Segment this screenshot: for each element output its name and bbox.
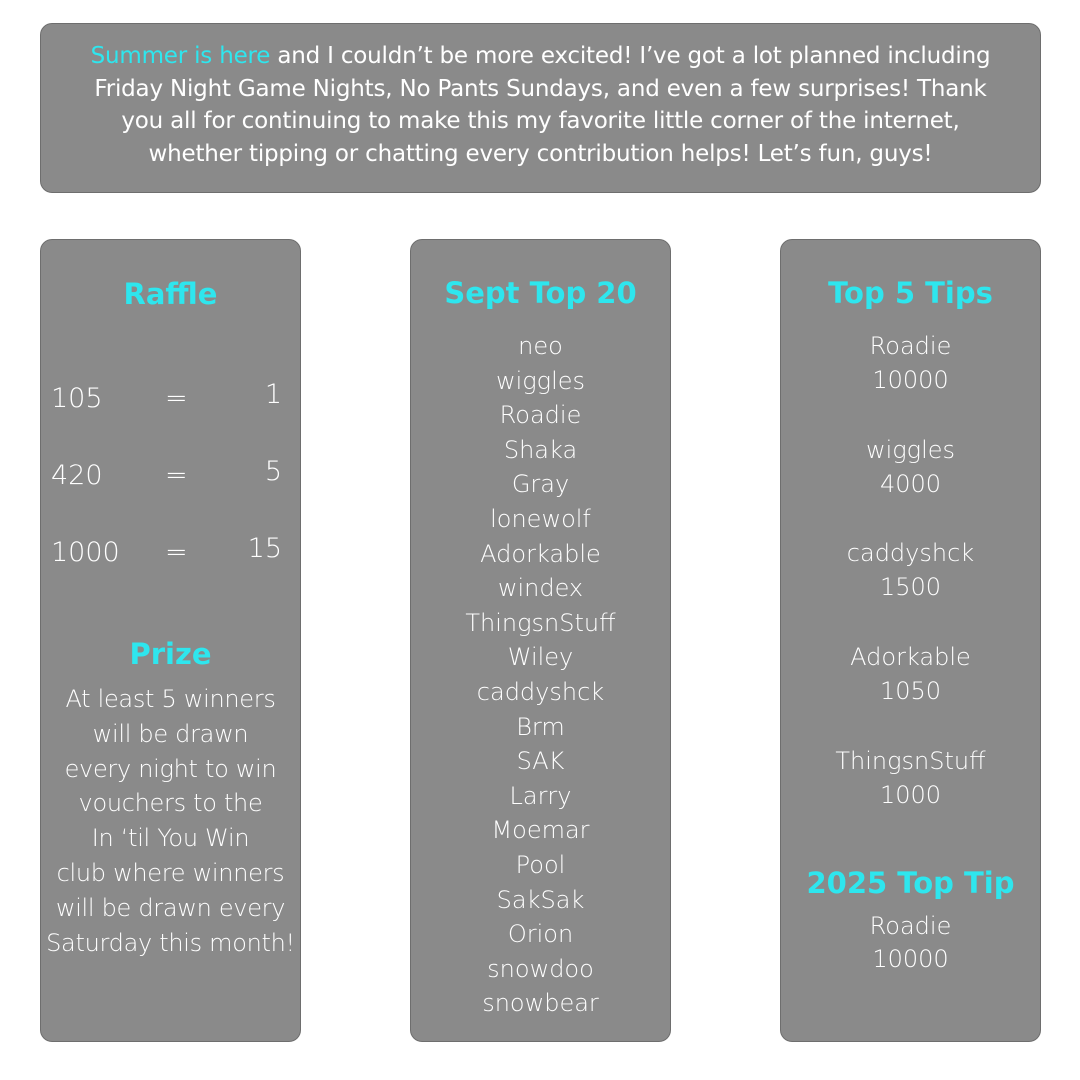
raffle-tickets: 1 bbox=[264, 379, 282, 410]
tip-amount: 10000 bbox=[872, 945, 949, 973]
prize-line: At least 5 winners bbox=[65, 685, 276, 713]
list-item: Gray bbox=[511, 470, 570, 499]
year-top-tip bbox=[781, 910, 1040, 976]
prize-line: vouchers to the bbox=[78, 789, 263, 818]
list-item: snowdoo bbox=[487, 954, 594, 983]
list-item: Roadie bbox=[499, 401, 582, 430]
list-item: Moemar bbox=[491, 816, 590, 845]
prize-line: Saturday this month! bbox=[46, 928, 295, 957]
list-item: snowbear bbox=[482, 989, 599, 1018]
tips-panel bbox=[780, 239, 1041, 1042]
raffle-row bbox=[41, 379, 300, 419]
tip-amount: 10000 bbox=[872, 366, 949, 394]
raffle-equals: = bbox=[165, 537, 188, 568]
top20-panel bbox=[410, 239, 671, 1042]
tipper-name: Roadie bbox=[869, 332, 952, 360]
tip-entry bbox=[781, 640, 1040, 744]
list-item: wiggles bbox=[495, 366, 586, 395]
intro-highlight: Summer is here bbox=[90, 43, 271, 69]
tip-entry bbox=[781, 536, 1040, 640]
tipper-name: ThingsnStuff bbox=[835, 746, 986, 775]
prize-line: every night to win bbox=[64, 754, 277, 783]
raffle-cost: 420 bbox=[51, 460, 103, 491]
tip-entry bbox=[781, 744, 1040, 848]
list-item: windex bbox=[497, 574, 584, 603]
list-item: Orion bbox=[507, 920, 574, 949]
raffle-tickets: 15 bbox=[247, 533, 282, 564]
list-item: SAK bbox=[516, 747, 565, 776]
prize-description bbox=[41, 682, 300, 960]
prize-line: will be drawn bbox=[92, 719, 249, 748]
tip-entry bbox=[781, 433, 1040, 537]
tipper-name: wiggles bbox=[865, 435, 956, 464]
list-item: Brm bbox=[516, 712, 565, 741]
tip-amount: 1050 bbox=[879, 677, 942, 706]
top20-list bbox=[411, 329, 670, 1021]
list-item: SakSak bbox=[496, 885, 585, 914]
raffle-row bbox=[41, 456, 300, 496]
list-item: ThingsnStuff bbox=[465, 608, 616, 637]
tip-amount: 4000 bbox=[879, 469, 942, 498]
list-item: Wiley bbox=[507, 643, 574, 672]
list-item: Adorkable bbox=[480, 539, 601, 568]
tips-list bbox=[781, 329, 1040, 847]
list-item: Larry bbox=[509, 781, 572, 810]
year-top-tip-title: 2025 Top Tip bbox=[806, 866, 1015, 900]
tips-title: Top 5 Tips bbox=[828, 276, 993, 310]
list-item: Pool bbox=[515, 850, 566, 879]
list-item: neo bbox=[518, 332, 563, 360]
tipper-name: caddyshck bbox=[846, 539, 975, 568]
tip-entry bbox=[781, 329, 1040, 433]
intro-banner bbox=[40, 23, 1041, 193]
raffle-row bbox=[41, 533, 300, 573]
raffle-cost: 105 bbox=[51, 383, 103, 414]
raffle-panel bbox=[40, 239, 301, 1042]
top20-title: Sept Top 20 bbox=[444, 276, 637, 310]
list-item: lonewolf bbox=[490, 504, 591, 533]
tipper-name: Roadie bbox=[869, 912, 952, 940]
tipper-name: Adorkable bbox=[850, 643, 971, 672]
prize-line: will be drawn every bbox=[55, 893, 286, 922]
raffle-equals: = bbox=[165, 383, 188, 414]
prize-line: club where winners bbox=[56, 858, 285, 887]
tip-amount: 1500 bbox=[879, 573, 942, 602]
raffle-tickets: 5 bbox=[264, 456, 282, 487]
raffle-equals: = bbox=[165, 460, 188, 491]
raffle-cost: 1000 bbox=[51, 537, 120, 568]
list-item: caddyshck bbox=[476, 677, 605, 706]
intro-text: and I couldn’t be more excited! I’ve got a lot planned including Friday Night Game Nights, No Pants Sundays, and even a few surprises! Thank you all for continuing to make this my favorite little corner of the internet, whether tipping or chatting every contribution helps! Let’s fun, guys! bbox=[94, 43, 991, 167]
prize-title: Prize bbox=[129, 637, 212, 671]
raffle-title: Raffle bbox=[123, 277, 218, 311]
list-item: Shaka bbox=[503, 435, 578, 464]
tip-amount: 1000 bbox=[879, 780, 942, 809]
prize-line: In ‘til You Win bbox=[91, 824, 250, 853]
